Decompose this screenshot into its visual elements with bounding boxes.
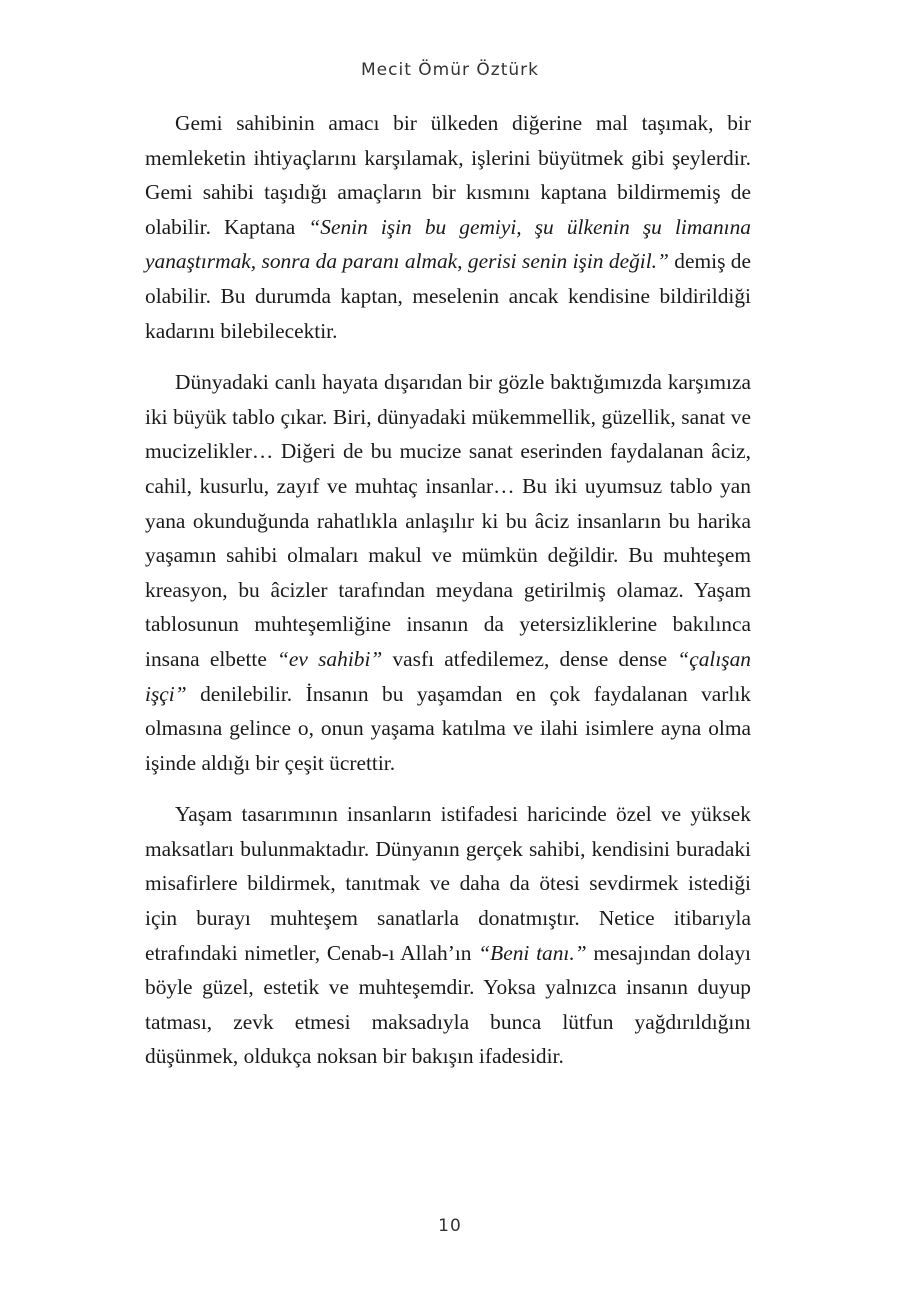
paragraph-2-quote-1: “ev sahibi”: [277, 646, 383, 671]
paragraph-2-quote-2: “çalışan işçi”: [145, 646, 751, 706]
running-header-author: Mecit Ömür Öztürk: [361, 60, 539, 80]
paragraph-2-text-2: vasfı atfedilemez, dense dense: [382, 646, 678, 671]
paragraph-1-text-1: Gemi sahibinin amacı bir ülkeden diğerine mal taşımak, bir memleketin ihtiyaçlarını karşılamak, işlerini büyütmek gibi şeylerdir. Gemi sahibi taşıdığı amaçların bir kısmını kaptana bildirmemiş de olabilir. Kaptana: [145, 111, 751, 239]
paragraph-3: [145, 797, 751, 1074]
paragraph-3-text-1: Yaşam tasarımının insanların istifadesi haricinde özel ve yüksek maksatları bulunmaktadır. Dünyanın gerçek sahibi, kendisini buradaki misafirlere bildirmek, tanıtmak ve daha da ötesi sevdirmek istediği için burayı muhteşem sanatlarla donatmıştır. Netice itibarıyla etrafındaki nimetler, Cenab-ı Allah’ın: [145, 802, 751, 965]
paragraph-2-text-1: Dünyadaki canlı hayata dışarıdan bir gözle baktığımızda karşımıza iki büyük tablo çıkar. Biri, dünyadaki mükemmellik, güzellik, sanat ve mucizelikler… Diğeri de bu mucize sanat eserinden faydalanan âciz, cahil, kusurlu, zayıf ve muhtaç insanlar… Bu iki uyumsuz tablo yan yana okunduğunda rahatlıkla anlaşılır ki bu âciz insanların bu harika yaşamın sahibi olmaları makul ve mümkün değildir. Bu muhteşem kreasyon, bu âcizler tarafından meydana getirilmiş olamaz. Yaşam tablosunun muhteşemliğine insanın da yetersizliklerine bakılınca insana elbette: [145, 370, 751, 671]
body-text: [145, 106, 751, 1091]
paragraph-2-text-3: denilebilir. İnsanın bu yaşamdan en çok faydalanan varlık olmasına gelince o, onun yaşama katılma ve ilahi isimlere ayna olma işinde aldığı bir çeşit ücrettir.: [145, 681, 751, 775]
paragraph-3-text-2: mesajından dolayı böyle güzel, estetik ve muhteşemdir. Yoksa yalnızca insanın duyup tatması, zevk etmesi maksadıyla bunca lütfun yağdırıldığını düşünmek, oldukça noksan bir bakışın ifadesidir.: [145, 940, 751, 1069]
page-number: 10: [438, 1216, 462, 1236]
paragraph-3-quote-1: “Beni tanı.”: [478, 940, 587, 965]
paragraph-1-quote-1: “Senin işin bu gemiyi, şu ülkenin şu limanına yanaştırmak, sonra da paranı almak, gerisi senin işin değil.”: [145, 214, 751, 274]
paragraph-1-text-2: demiş de olabilir. Bu durumda kaptan, meselenin ancak kendisine bildirildiği kadarını bilebilecektir.: [145, 249, 751, 343]
paragraph-2: [145, 365, 751, 780]
paragraph-1: [145, 106, 751, 348]
